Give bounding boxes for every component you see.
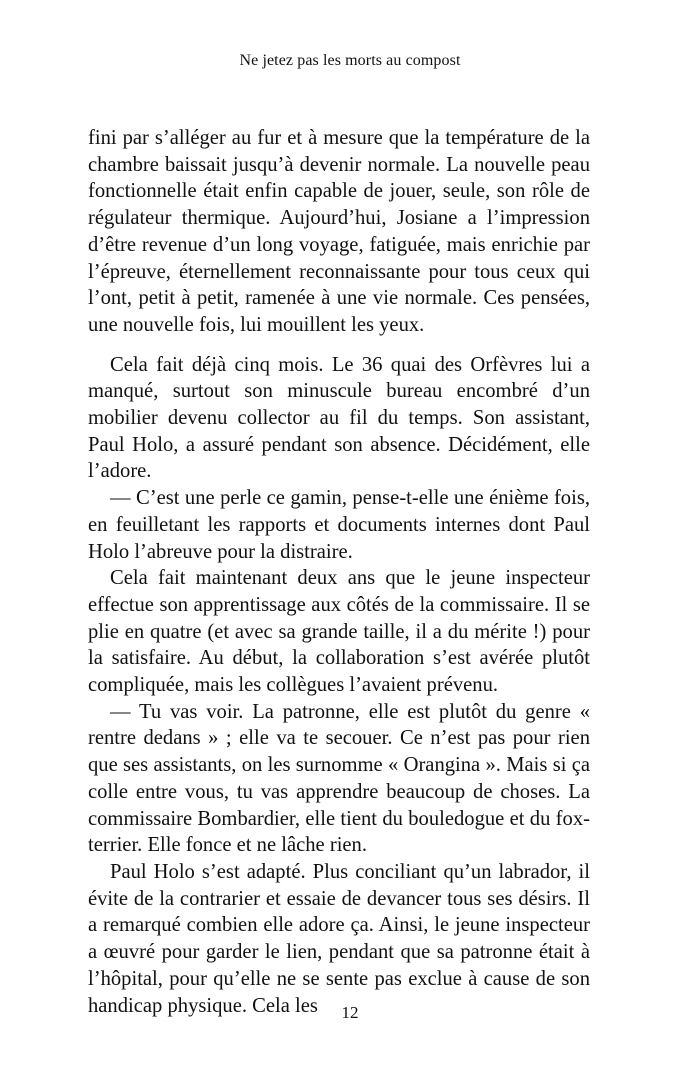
paragraph: Cela fait maintenant deux ans que le jeune inspecteur effectue son apprentissage aux côtés de la commissaire. Il se plie en quatre (et avec sa grande taille, il a du mérite !) pour la satisfaire. Au début, la collaboration s’est avérée plutôt compliquée, mais les collègues l’avaient prévenu. <box>88 567 590 697</box>
paragraph-continued: fini par s’alléger au fur et à mesure que la température de la chambre baissait jusqu’à devenir normale. La nouvelle peau fonctionnelle était enfin capable de jouer, seule, son rôle de régulateur thermique. Aujourd’hui, Josiane a l’impression d’être revenue d’un long voyage, fatiguée, mais enrichie par l’épreuve, éternellement reconnaissante pour tous ceux qui l’ont, petit à petit, ramenée à une vie normale. Ces pensées, une nouvelle fois, lui mouillent les yeux. <box>88 127 590 336</box>
dialogue-paragraph: — Tu vas voir. La patronne, elle est plutôt du genre « rentre dedans » ; elle va te secouer. Ce n’est pas pour rien que ses assistants, on les surnomme « Orangina ». Mais si ça colle entre vous, tu vas apprendre beaucoup de choses. La commissaire Bombardier, elle tient du bouledogue et du fox-terrier. Elle fonce et ne lâche rien. <box>88 700 590 857</box>
running-header: Ne jetez pas les morts au compost <box>239 52 461 69</box>
page-number: 12 <box>341 1003 359 1022</box>
paragraph: Paul Holo s’est adapté. Plus conciliant qu’un labrador, il évite de la contrarier et essaie de devancer tous ses désirs. Il a remarqué combien elle adore ça. Ainsi, le jeune inspecteur a œuvré pour garder le lien, pendant que sa patronne était à l’hôpital, pour qu’elle ne se sente pas exclue à cause de son handicap physique. Cela les <box>88 860 590 1017</box>
dialogue-paragraph: — C’est une perle ce gamin, pense-t-elle une énième fois, en feuilletant les rapports et documents internes dont Paul Holo l’abreuve pour la distraire. <box>88 487 590 563</box>
body-text <box>88 125 590 1019</box>
paragraph: Cela fait déjà cinq mois. Le 36 quai des Orfèvres lui a manqué, surtout son minuscule bureau encombré d’un mobilier devenu collector au fil du temps. Son assistant, Paul Holo, a assuré pendant son absence. Décidément, elle l’adore. <box>88 353 590 483</box>
